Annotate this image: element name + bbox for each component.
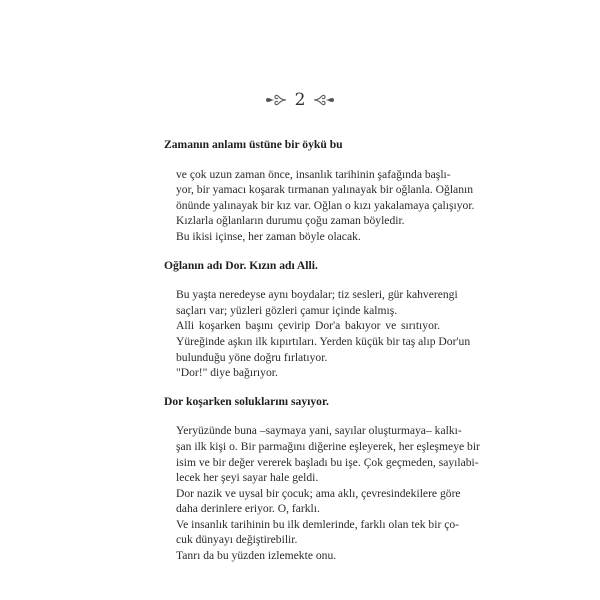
text-line: ve çok uzun zaman önce, insanlık tarihinin şafağında başlı- xyxy=(176,167,451,181)
text-line: önünde yalınayak bir kız var. Oğlan o kızı yakalamaya çalışıyor. xyxy=(176,198,475,212)
paragraph xyxy=(164,486,461,517)
text-line: lecek her şeyi sayar hale geldi. xyxy=(176,471,319,485)
text-line: şan ilk kişi o. Bir parmağını diğerine eşleyerek, her eşleşmeye bir xyxy=(176,439,480,453)
right-fleuron-icon xyxy=(313,93,335,107)
text-line: Alli koşarken başını çevirip Dor'a bakıyor ve sırıtıyor. xyxy=(176,319,440,333)
paragraph xyxy=(164,517,460,548)
section-heading: Dor koşarken soluklarını sayıyor. xyxy=(164,394,329,408)
text-line: Yüreğinde aşkın ilk kıpırtıları. Yerden küçük bir taş alıp Dor'un xyxy=(176,334,471,348)
paragraph xyxy=(164,423,480,485)
text-line: Bu yaşta neredeyse aynı boydalar; tiz sesleri, gür kahverengi xyxy=(176,288,458,302)
text-line: Kızlarla oğlanların durumu çoğu zaman böyledir. xyxy=(176,214,405,228)
text-line: cuk dünyayı değiştirebilir. xyxy=(176,533,298,547)
text-line: Dor nazik ve uysal bir çocuk; ama aklı, çevresindekilere göre xyxy=(176,486,461,500)
text-line: Bu ikisi içinse, her zaman böyle olacak. xyxy=(176,229,361,243)
text-line: Tanrı da bu yüzden izlemekte onu. xyxy=(176,549,337,563)
text-line: Yeryüzünde buna –saymaya yani, sayılar oluşturmaya– kalkı- xyxy=(176,424,462,438)
text-line: "Dor!" diye bağırıyor. xyxy=(176,366,278,380)
paragraph xyxy=(164,287,458,318)
page-body xyxy=(164,137,480,564)
text-line: bulunduğu yöne doğru fırlatıyor. xyxy=(176,350,328,364)
text-line: saçları var; yüzleri gözleri çamur içinde kalmış. xyxy=(176,303,398,317)
text-line: isim ve bir değer vererek başladı bu işe. Çok geçmeden, sayılabi- xyxy=(176,455,479,469)
paragraph xyxy=(164,365,440,381)
section-heading: Oğlanın adı Dor. Kızın adı Alli. xyxy=(164,258,318,272)
text-line: yor, bir yamacı koşarak tırmanan yalınayak bir oğlanla. Oğlanın xyxy=(176,183,474,197)
paragraph xyxy=(164,318,471,365)
page-number: 2 xyxy=(294,89,306,110)
paragraph xyxy=(164,229,440,245)
text-line: daha derinlere eriyor. O, farklı. xyxy=(176,502,320,516)
page-header xyxy=(0,88,600,112)
text-line: Ve insanlık tarihinin bu ilk demlerinde, farklı olan tek bir ço- xyxy=(176,517,460,531)
left-fleuron-icon xyxy=(265,93,287,107)
paragraph xyxy=(164,548,440,564)
section-heading: Zamanın anlamı üstüne bir öykü bu xyxy=(164,138,343,151)
paragraph xyxy=(164,167,475,229)
